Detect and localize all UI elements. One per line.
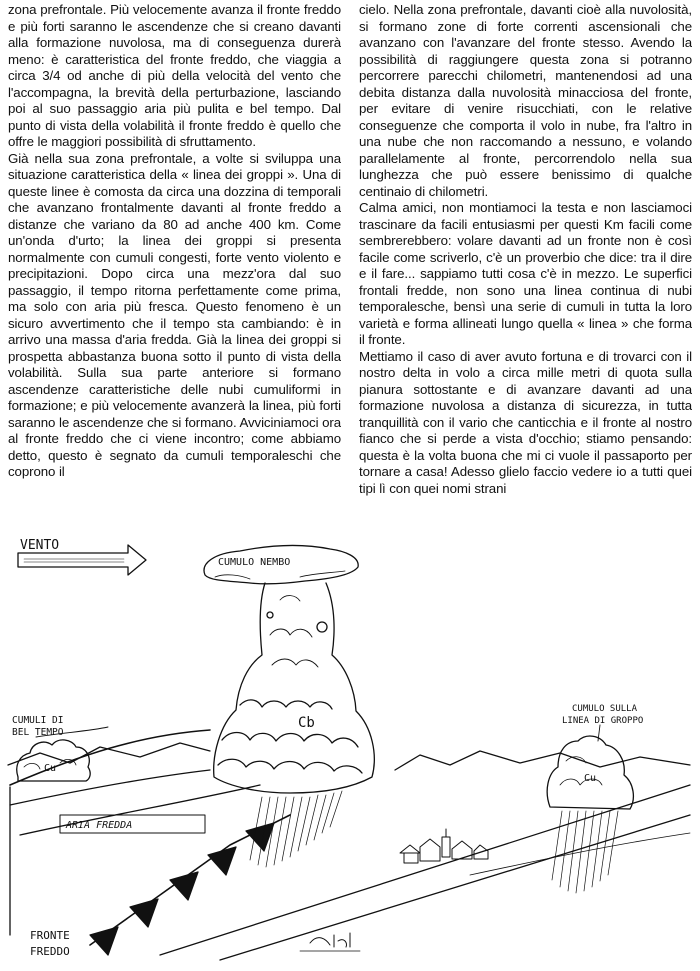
cumulonimbus-cloud-icon xyxy=(204,545,374,793)
illustration-svg xyxy=(0,515,700,971)
squall-label-line-1: CUMULO SULLA xyxy=(572,704,638,714)
wind-label: VENTO xyxy=(20,538,60,553)
cu-symbol: Cu xyxy=(44,763,57,774)
article-column-right xyxy=(359,2,692,500)
cold-front-symbol-icon xyxy=(90,823,274,955)
paragraph: Calma amici, non montiamoci la testa e non lasciamoci trascinare da facili entusiasmi per questi Km facili come sembrerebbero: volare davanti ad un fronte non è così facile come scriverlo, c'è un proverbio che dice: tra il dire e il fare... sappiamo tutti cosa c'è in mezzo. Le superfici frontali fredde, non sono una linea continua di nubi temporalesche, bensì una serie di cumuli in tutta la loro varietà e forma allineati lungo quella « linea » che forma il fronte. xyxy=(359,200,692,347)
paragraph: zona prefrontale. Più velocemente avanza il fronte freddo e più forti saranno le ascendenze che si creano davanti alla formazione nuvolosa, ma di conseguenza durerà meno: è caratteristica del fronte freddo, che viaggia a circa 3/4 od anche di più della velocità del vento che l'accompagna, la brevità della perturbazione, lasciando poi al suo passaggio aria più pulita e bel tempo. Dal punto di vista della volabilità il fronte freddo è quello che offre le maggiori possibilità di sfruttamento. xyxy=(8,2,341,149)
front-label-line-2: FREDDO xyxy=(30,945,70,958)
fair-weather-label-line-1: CUMULI DI xyxy=(12,715,64,726)
cb-symbol: Cb xyxy=(298,715,315,731)
village-icon xyxy=(400,829,488,863)
front-label-line-1: FRONTE xyxy=(30,929,70,942)
article-columns xyxy=(8,2,692,500)
cold-air-label: ARIA FREDDA xyxy=(66,820,133,831)
cumulonimbus-label: CUMULO NEMBO xyxy=(218,557,291,568)
fair-weather-cumulus-icon xyxy=(17,740,90,781)
paragraph: Mettiamo il caso di aver avuto fortuna e di trovarci con il nostro delta in volo a circa mille metri di quota sulla pianura sottostante e di avanzare davanti ad una formazione nuvolosa a distanza di sicurezza, in tutta tranquillità con il vario che canticchia e il fronte al nostro fianco che si perde a vista d'occhio; stiamo pensando: questa è la volta buona che mi ci vuole il passaporto per tornare a casa! Adesso glielo faccio vedere io a tutti quei tipi lì con quei nomi strani xyxy=(359,348,692,496)
squall-label-line-2: LINEA DI GROPPO xyxy=(562,716,644,726)
cold-front-illustration xyxy=(0,515,700,971)
rain-lines xyxy=(552,811,618,893)
fair-weather-label-line-2: BEL TEMPO xyxy=(12,727,64,738)
paragraph: cielo. Nella zona prefrontale, davanti cioè alla nuvolosità, si formano zone di forte correnti ascensionali che avanzano con l'avanzare del fronte stesso. Avendo la possibilità di raggiungere questa zona si potranno percorrere parecchi chilometri, mantenendosi ad una debita distanza dalla nuvolosità minacciosa del fronte, per evitare di venire risucchiati, con le relative conseguenze che comporta il volo in nube, fra l'altro in una nube che non raccomando a nessuno, e volando parallelamente al fronte, percorrendolo nella sua lunghezza che può essere benissimo di qualche centinaio di chilometri. xyxy=(359,2,692,199)
paragraph: Già nella sua zona prefrontale, a volte si sviluppa una situazione caratteristica della « linea dei groppi ». Una di queste linee è comosta da circa una dozzina di temporali che avanzano frontalmente davanti al fronte freddo a distanze che variano da 80 ad anche 400 km. Come un'onda d'urto; la linea dei groppi si presenta normalmente con cumuli congesti, forte vento violento e precipitazioni. Dopo circa una mezz'ora dal suo passaggio, il tempo ritorna perfettamente come prima, ma solo con aria più fresca. Questo fenomeno è un sicuro avvertimento che il tempo sta cambiando: è in arrivo una massa d'aria fredda. Già la linea dei groppi si prospetta abbastanza buona sotto il punto di vista della volabilità. Sulla sua parte anteriore si formano ascendenze caratteristiche delle nubi cumuliformi in formazione; e più velocemente avanzerà la linea, più forti saranno le ascendenze che si formano. Avviciniamoci ora al fronte freddo che ci viene incontro; come abbiamo detto, questo è segnato da cumuli temporaleschi che coprono il xyxy=(8,150,341,479)
article-column-left xyxy=(8,2,341,500)
cu-symbol: Cu xyxy=(584,773,597,784)
